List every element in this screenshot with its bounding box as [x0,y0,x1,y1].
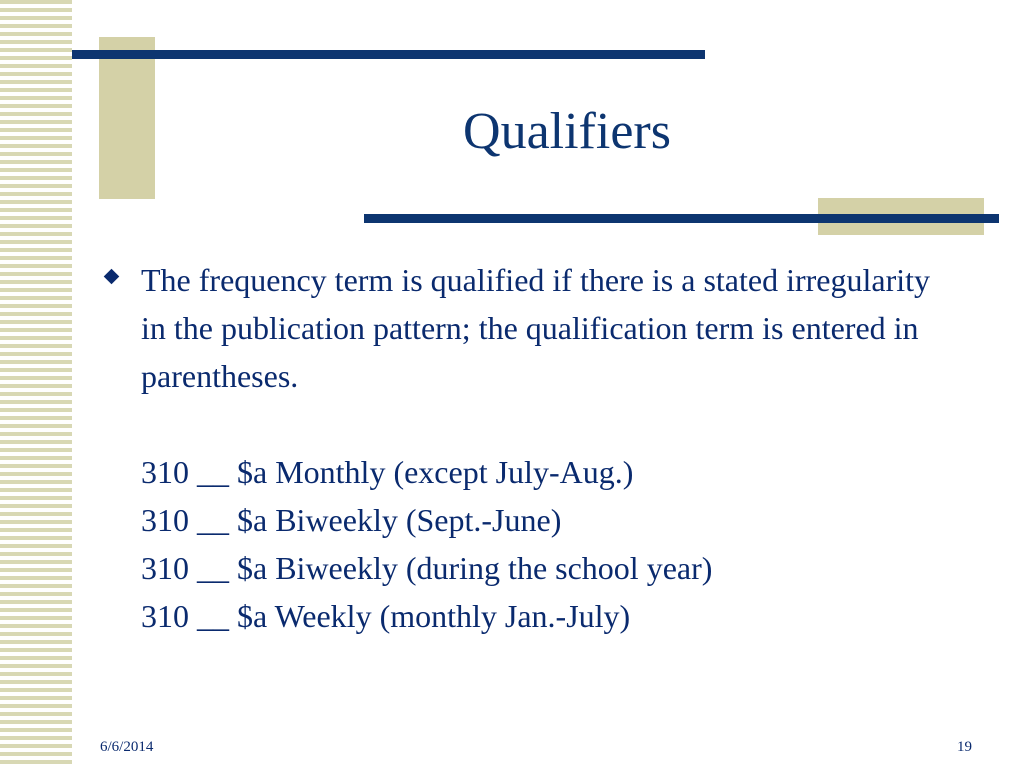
example-line: 310 __ $a Weekly (monthly Jan.-July) [141,598,631,634]
slide-body [100,256,960,640]
footer-date: 6/6/2014 [100,739,154,755]
footer-page-number: 19 [957,739,972,755]
slide-title: Qualifiers [463,103,671,160]
example-line: 310 __ $a Biweekly (Sept.-June) [141,502,562,538]
left-stripe-decoration [0,0,72,768]
example-line: 310 __ $a Monthly (except July-Aug.) [141,454,634,490]
bullet-text: The frequency term is qualified if there is a stated irregularity in the publication pattern; the qualification term is entered in parentheses. [141,262,931,394]
example-line: 310 __ $a Biweekly (during the school year) [141,550,713,586]
title-rule-bottom [364,214,999,223]
title-rule-top [72,50,705,59]
bullet-item [100,256,960,640]
diamond-bullet-icon [104,269,120,285]
example-list [141,448,960,640]
tan-accent-block-left [99,37,155,199]
